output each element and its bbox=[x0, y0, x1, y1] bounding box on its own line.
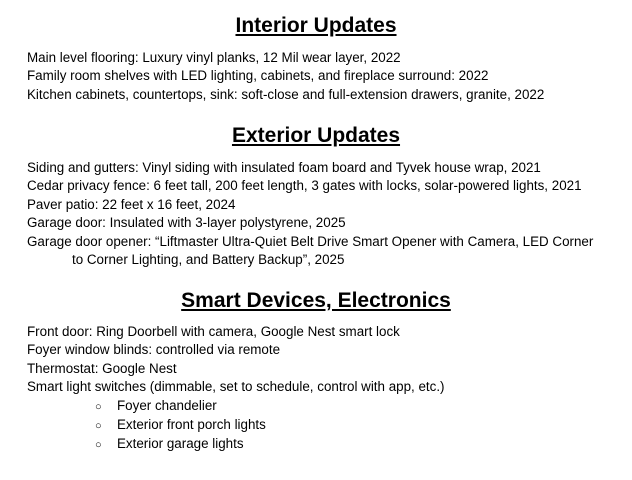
interior-item: Family room shelves with LED lighting, cabinets, and fireplace surround: 2022 bbox=[27, 68, 489, 84]
exterior-item: Paver patio: 22 feet x 16 feet, 2024 bbox=[27, 196, 236, 212]
interior-updates-list bbox=[0, 49, 632, 104]
exterior-item-continuation: to Corner Lighting, and Battery Backup”, 2025 bbox=[72, 252, 345, 268]
hollow-bullet-icon: ○ bbox=[95, 400, 102, 413]
exterior-updates-heading: Exterior Updates bbox=[231, 124, 401, 147]
bullet-item bbox=[0, 397, 632, 416]
exterior-item: Garage door opener: “Liftmaster Ultra-Quiet Belt Drive Smart Opener with Camera, LED Corner bbox=[27, 233, 594, 249]
hollow-bullet-icon: ○ bbox=[95, 439, 102, 452]
interior-item: Kitchen cabinets, countertops, sink: soft-close and full-extension drawers, granite, 2022 bbox=[27, 86, 545, 102]
smart-item: Foyer window blinds: controlled via remote bbox=[27, 342, 281, 358]
interior-updates-heading: Interior Updates bbox=[235, 14, 397, 37]
smart-item: Smart light switches (dimmable, set to schedule, control with app, etc.) bbox=[27, 379, 445, 395]
hollow-bullet-icon: ○ bbox=[95, 420, 102, 433]
bullet-item bbox=[0, 435, 632, 454]
exterior-item: Cedar privacy fence: 6 feet tall, 200 feet length, 3 gates with locks, solar-powered lights, 2021 bbox=[27, 178, 582, 194]
bullet-item-label: Exterior garage lights bbox=[117, 436, 244, 452]
exterior-item: Garage door: Insulated with 3-layer polystyrene, 2025 bbox=[27, 215, 346, 231]
exterior-item: Siding and gutters: Vinyl siding with insulated foam board and Tyvek house wrap, 2021 bbox=[27, 160, 541, 175]
bullet-item-label: Exterior front porch lights bbox=[117, 417, 266, 433]
smart-devices-heading: Smart Devices, Electronics bbox=[181, 289, 451, 312]
bullet-item-label: Foyer chandelier bbox=[117, 397, 217, 413]
smart-item: Front door: Ring Doorbell with camera, Google Nest smart lock bbox=[27, 324, 400, 339]
interior-item: Main level flooring: Luxury vinyl planks, 12 Mil wear layer, 2022 bbox=[27, 50, 401, 65]
smart-devices-list bbox=[0, 323, 632, 455]
smart-item: Thermostat: Google Nest bbox=[27, 360, 177, 376]
exterior-updates-list bbox=[0, 159, 632, 269]
bullet-item bbox=[0, 416, 632, 435]
